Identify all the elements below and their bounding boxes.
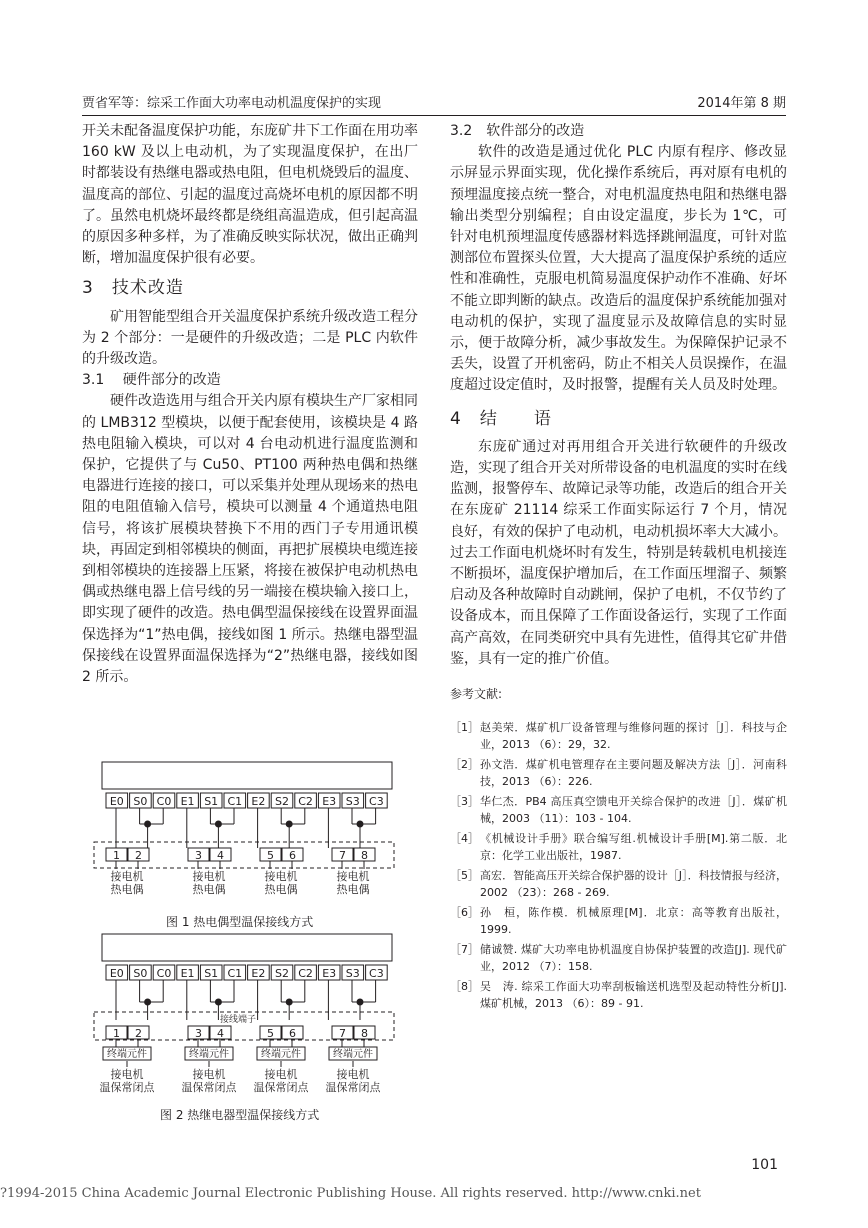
terminal-number: 7: [339, 1027, 346, 1040]
figure-1-caption: 图 1 热电偶型温保接线方式: [166, 915, 314, 929]
reference-number: ［3］: [450, 795, 479, 809]
terminal-number: 6: [289, 1027, 296, 1040]
terminal-label: S3: [345, 795, 360, 808]
wiring-label: 温保常闭点: [325, 1081, 381, 1094]
terminal-number: 1: [113, 1027, 120, 1040]
figure-2-caption: 图 2 热继电器型温保接线方式: [160, 1108, 320, 1122]
terminal-label: E3: [322, 967, 337, 980]
module-box: [102, 934, 392, 961]
terminal-number: 2: [135, 1027, 142, 1040]
terminal-label: S1: [204, 795, 219, 808]
reference-number: ［1］: [450, 721, 479, 735]
terminal-number: 5: [267, 1027, 274, 1040]
wiring-label: 接电机: [110, 870, 144, 883]
section-heading-4: 4 结 语: [450, 408, 552, 429]
wiring-label: 热电偶: [336, 883, 370, 896]
terminal-label: C2: [298, 967, 313, 980]
terminal-number: 1: [113, 849, 120, 862]
reference-text: 《机械设计手册》联合编写组.机械设计手册[M].第二版．北京：化学工业出版社，1987.: [480, 832, 787, 863]
section-heading-3-2: 3.2 软件部分的改造: [450, 123, 585, 139]
reference-text: 吴 涛. 综采工作面大功率刮板输送机选型及起动特性分析[J]. 煤矿机械，2013 （6）：89 - 91.: [480, 980, 787, 1011]
reference-text: 赵美荣．煤矿机厂设备管理与维修问题的探讨［J］．科技与企业，2013 （6）：29，32.: [480, 721, 787, 752]
terminal-number: 8: [361, 1027, 368, 1040]
paragraph: 硬件改造选用与组合开关内原有模块生产厂家相同的 LMB312 型模块，以便于配套使用，该模块是 4 路热电阻输入模块，可以对 4 台电动机进行温度监测和保护，它提供了与 Cu50、PT100 两种热电偶和热继电器进行连接的接口，可以采集并处理从现场来的热电阻的电阻值输入信号，模块可以测量 4 个通道热电阻信号，将该扩展模块替换下不用的西门子专用通讯模块，再固定到相邻模块的侧面，再把扩展模块电缆连接到相邻模块的连接器上压紧，将接在被保护电动机热电偶或热继电器上信号线的另一端接在模块输入接口上，即实现了硬件的改造。热电偶型温保接线在设置界面温保选择为“1”热电偶，接线如图 1 所示。热继电器型温保接线在设置界面温保选择为“2”热继电器，接线如图 2 所示。: [82, 393, 418, 686]
left-column: [82, 121, 418, 688]
terminal-label: C2: [298, 795, 313, 808]
wiring-label: 接电机: [336, 870, 370, 883]
wiring-label: 温保常闭点: [253, 1081, 309, 1094]
reference-text: 孙 桓，陈作模．机械原理[M]．北京：高等教育出版社，1999.: [480, 906, 787, 937]
paragraph: 软件的改造是通过优化 PLC 内原有程序、修改显示屏显示界面实现，优化操作系统后，再对原有电机的预埋温度接点统一整合，对电机温度热电阻和热继电器输出类型分别编程；自由设定温度，步长为 1℃，可针对电机预埋温度传感器材料选择跳闸温度，可针对监测部位布置探头位置，大大提高了温度保护系统的适应性和准确性，克服电机简易温度保护动作不准确、好坏不能立即判断的缺点。改造后的温度保护系统能加强对电动机的保护，实现了温度显示及故障信息的实时显示，便于故障分析，减少事故发生。为保障保护记录不丢失，设置了开机密码，防止不相关人员误操作，在温度超过设定值时，及时报警，提醒有关人员及时处理。: [450, 144, 787, 394]
terminal-label: C3: [369, 795, 384, 808]
reference-text: 储诚赞. 煤矿大功率电协机温度自协保护装置的改造[J]. 现代矿业，2012 （7）：158.: [480, 943, 787, 974]
running-header: [82, 92, 786, 112]
wiring-label: 接电机: [264, 1068, 298, 1081]
terminal-label: C0: [156, 795, 172, 808]
module-box: [102, 762, 392, 789]
terminal-number: 7: [339, 849, 346, 862]
terminal-number: 6: [289, 849, 296, 862]
reference-item: [450, 941, 787, 975]
figure-1-diagram: [82, 760, 412, 910]
reference-text: 孙文浩．煤矿机电管理存在主要问题及解决方法［J］．河南科技，2013 （6）：226.: [480, 758, 787, 789]
paragraph: 东庞矿通过对再用组合开关进行软硬件的升级改造，实现了组合开关对所带设备的电机温度的实时在线监测，报警停车、故障记录等功能，改造后的组合开关在东庞矿 21114 综采工作面实际运行 7 个月，情况良好，有效的保护了电动机，电动机损坏率大大减小。过去工作面电机烧坏时有发生，特别是转载机电机接连不断损坏，温度保护增加后，在工作面压埋溜子、频繁启动及各种故障时自动跳闸，保护了电机，不仅节约了设备成本，而且保障了工作面设备运行，实现了工作面高产高效，在同类研究中具有先进性，值得其它矿井借鉴，具有一定的推广价值。: [450, 438, 787, 667]
terminal-number: 2: [135, 849, 142, 862]
terminal-element-label: 终端元件: [189, 1049, 229, 1060]
right-column: [450, 121, 787, 1015]
terminal-label: E2: [251, 795, 266, 808]
wiring-label: 接电机: [110, 1068, 144, 1081]
reference-item: [450, 904, 787, 938]
footer-copyright: ?1994-2015 China Academic Journal Electronic Publishing House. All rights reserved. http://www.cnki.net: [0, 1186, 701, 1201]
reference-item: [450, 793, 787, 827]
reference-number: ［7］: [450, 943, 479, 957]
terminal-label: C0: [156, 967, 172, 980]
terminal-number: 4: [217, 849, 224, 862]
wiring-label: 接电机: [336, 1068, 370, 1081]
header-title: 贾省军等：综采工作面大功率电动机温度保护的实现: [82, 96, 382, 111]
terminal-block-label: 接线端子: [219, 1015, 257, 1025]
reference-item: [450, 756, 787, 790]
reference-number: ［6］: [450, 906, 479, 920]
wiring-label: 热电偶: [264, 883, 298, 896]
wiring-label: 温保常闭点: [99, 1081, 155, 1094]
terminal-number: 8: [361, 849, 368, 862]
terminal-label: S0: [133, 967, 148, 980]
reference-text: 华仁杰．PB4 高压真空馈电开关综合保护的改进［J］．煤矿机械，2003 （11）：103 - 104.: [480, 795, 787, 826]
terminal-number: 3: [195, 849, 202, 862]
reference-item: [450, 830, 787, 864]
reference-number: ［8］: [450, 980, 479, 994]
terminal-label: S2: [275, 967, 289, 980]
terminal-label: S1: [204, 967, 219, 980]
wiring-label: 接电机: [192, 870, 226, 883]
terminal-label: S2: [275, 795, 289, 808]
wiring-label: 热电偶: [192, 883, 226, 896]
wiring-label: 热电偶: [110, 883, 144, 896]
terminal-number: 3: [195, 1027, 202, 1040]
terminal-element-label: 终端元件: [333, 1049, 373, 1060]
section-heading-3: 3 技术改造: [82, 278, 184, 299]
figure-2-diagram: [82, 932, 412, 1104]
terminal-label: E3: [322, 795, 337, 808]
section-heading-3-1: 3.1 硬件部分的改造: [82, 372, 221, 389]
header-issue: 2014年第 8 期: [697, 96, 786, 111]
terminal-label: C1: [227, 967, 243, 980]
reference-text: 高宏．智能高压开关综合保护器的设计［J］．科技情报与经济，2002 （23）：268 - 269.: [480, 869, 787, 900]
page-number: 101: [751, 1157, 778, 1173]
terminal-label: C1: [227, 795, 243, 808]
terminal-number: 4: [217, 1027, 224, 1040]
header-rule: [82, 115, 786, 116]
terminal-label: C3: [369, 967, 384, 980]
wiring-label: 接电机: [264, 870, 298, 883]
reference-number: ［2］: [450, 758, 479, 772]
reference-item: [450, 719, 787, 753]
reference-item: [450, 867, 787, 901]
references-title: 参考文献:: [450, 687, 503, 702]
figure-2: [82, 932, 412, 1104]
terminal-element-label: 终端元件: [261, 1049, 301, 1060]
reference-number: ［4］: [450, 832, 479, 846]
terminal-label: E0: [109, 967, 124, 980]
terminal-label: E1: [180, 967, 195, 980]
figure-1: [82, 760, 412, 910]
paragraph: 矿用智能型组合开关温度保护系统升级改造工程分为 2 个部分：一是硬件的升级改造；二是 PLC 内软件的升级改造。: [82, 308, 418, 368]
reference-item: [450, 978, 787, 1012]
references-list: [450, 719, 787, 1012]
wiring-label: 接电机: [192, 1068, 226, 1081]
paragraph: 开关未配备温度保护功能，东庞矿井下工作面在用功率 160 kW 及以上电动机，为了实现温度保护，在出厂时都装设有热继电器或热电阻，但电机烧毁后的温度、温度高的部位、引起的温度过高烧坏电机的原因都不明了。虽然电机烧坏最终都是绕组高温造成，但引起高温的原因多种多样，为了准确反映实际状况，做出正确判断，增加温度保护很有必要。: [82, 123, 418, 267]
terminal-element-label: 终端元件: [107, 1049, 147, 1060]
terminal-label: S3: [345, 967, 360, 980]
terminal-number: 5: [267, 849, 274, 862]
wiring-label: 温保常闭点: [181, 1081, 237, 1094]
terminal-label: E1: [180, 795, 195, 808]
terminal-label: E0: [109, 795, 124, 808]
reference-number: ［5］: [450, 869, 479, 883]
terminal-label: S0: [133, 795, 148, 808]
terminal-label: E2: [251, 967, 266, 980]
